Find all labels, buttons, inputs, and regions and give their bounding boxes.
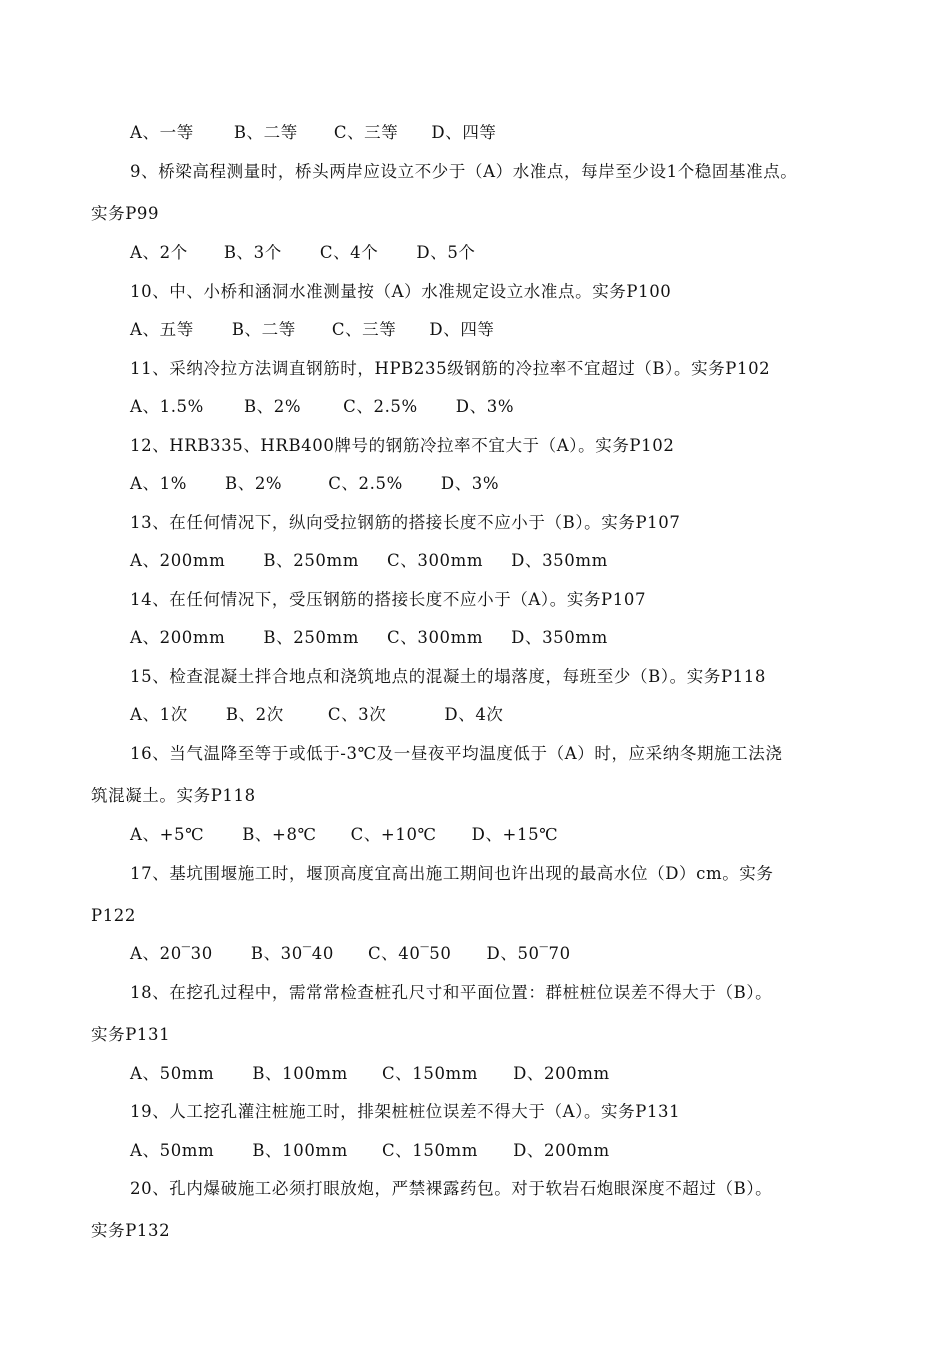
answer-option: B、+8℃ [242, 825, 317, 844]
question-text: 12、HRB335、HRB400牌号的钢筋冷拉率不宜大于（A）。实务P102 [130, 436, 675, 455]
answer-option: B、二等 [233, 123, 298, 142]
answer-option: A、1次 [130, 705, 188, 724]
answer-option: A、一等 [130, 123, 194, 142]
answer-option: D、3% [455, 397, 515, 416]
answer-option: A、+5℃ [130, 825, 205, 844]
answer-option: B、100mm [252, 1141, 348, 1160]
answer-option: A、2个 [130, 243, 188, 262]
question-text: 20、孔内爆破施工必须打眼放炮，严禁裸露药包。对于软岩石炮眼深度不超过（B）。 [130, 1179, 773, 1198]
answer-option: C、三等 [333, 123, 399, 142]
answer-option: A、200mm [130, 551, 226, 570]
answer-options [130, 243, 476, 263]
answer-option: B、2次 [225, 705, 284, 724]
question-continuation: P122 [91, 906, 136, 925]
answer-option: B、100mm [252, 1064, 348, 1083]
answer-options [130, 551, 608, 571]
answer-options [130, 944, 571, 964]
answer-options [130, 397, 514, 417]
answer-option: D、200mm [513, 1064, 610, 1083]
answer-option: A、200mm [130, 628, 226, 647]
answer-options [130, 705, 504, 725]
question-continuation: 实务P99 [91, 204, 160, 223]
question-text: 10、中、小桥和涵洞水准测量按（A）水准规定设立水准点。实务P100 [130, 282, 672, 301]
answer-option: B、250mm [263, 628, 360, 647]
answer-option: B、2% [225, 474, 283, 493]
answer-option: A、1% [130, 474, 187, 493]
answer-option: A、1.5% [130, 397, 204, 416]
answer-option: B、3个 [223, 243, 282, 262]
question-text: 15、检查混凝土拌合地点和浇筑地点的混凝土的塌落度，每班至少（B）。实务P118 [130, 667, 766, 686]
answer-option: D、50‾70 [486, 944, 571, 963]
answer-option: B、250mm [263, 551, 360, 570]
answer-option: D、四等 [429, 320, 495, 339]
answer-option: C、150mm [381, 1064, 479, 1083]
answer-options [130, 474, 499, 494]
answer-options [130, 628, 608, 648]
question-text: 14、在任何情况下，受压钢筋的搭接长度不应小于（A）。实务P107 [130, 590, 647, 609]
answer-option: C、2.5% [328, 474, 403, 493]
answer-option: D、四等 [431, 123, 497, 142]
answer-option: C、4个 [319, 243, 379, 262]
answer-option: C、40‾50 [367, 944, 452, 963]
answer-option: C、150mm [381, 1141, 479, 1160]
question-continuation: 实务P132 [91, 1221, 171, 1240]
answer-option: C、300mm [387, 551, 484, 570]
answer-options [130, 123, 497, 143]
question-text: 11、采纳冷拉方法调直钢筋时，HPB235级钢筋的冷拉率不宜超过（B）。实务P102 [130, 359, 771, 378]
answer-options [130, 1064, 610, 1084]
answer-option: B、二等 [231, 320, 296, 339]
answer-option: D、5个 [416, 243, 476, 262]
question-text: 9、桥梁高程测量时，桥头两岸应设立不少于（A）水准点，每岸至少设1个稳固基准点。 [130, 162, 798, 181]
answer-option: A、20‾30 [130, 944, 213, 963]
answer-option: C、+10℃ [350, 825, 437, 844]
answer-option: C、300mm [387, 628, 484, 647]
answer-option: A、五等 [130, 320, 194, 339]
answer-option: D、+15℃ [471, 825, 559, 844]
question-text: 13、在任何情况下，纵向受拉钢筋的搭接长度不应小于（B）。实务P107 [130, 513, 681, 532]
answer-option: D、350mm [511, 551, 608, 570]
answer-option: D、200mm [513, 1141, 610, 1160]
answer-option: C、3次 [327, 705, 387, 724]
question-text: 19、人工挖孔灌注桩施工时，排架桩桩位误差不得大于（A）。实务P131 [130, 1102, 681, 1121]
question-text: 16、当气温降至等于或低于-3℃及一昼夜平均温度低于（A）时，应采纳冬期施工法浇 [130, 744, 783, 763]
answer-option: B、2% [243, 397, 302, 416]
answer-option: A、50mm [130, 1141, 215, 1160]
question-text: 18、在挖孔过程中，需常常检查桩孔尺寸和平面位置：群桩桩位误差不得大于（B）。 [130, 983, 773, 1002]
answer-options [130, 825, 558, 845]
question-continuation: 实务P131 [91, 1025, 171, 1044]
question-text: 17、基坑围堰施工时，堰顶高度宜高出施工期间也许出现的最高水位（D）cm。实务 [130, 864, 774, 883]
answer-options [130, 320, 495, 340]
answer-options [130, 1141, 610, 1161]
answer-option: A、50mm [130, 1064, 215, 1083]
answer-option: B、30‾40 [250, 944, 334, 963]
answer-option: D、350mm [511, 628, 608, 647]
question-continuation: 筑混凝土。实务P118 [91, 786, 256, 805]
answer-option: C、2.5% [343, 397, 418, 416]
answer-option: D、4次 [444, 705, 504, 724]
answer-option: D、3% [440, 474, 500, 493]
answer-option: C、三等 [331, 320, 397, 339]
